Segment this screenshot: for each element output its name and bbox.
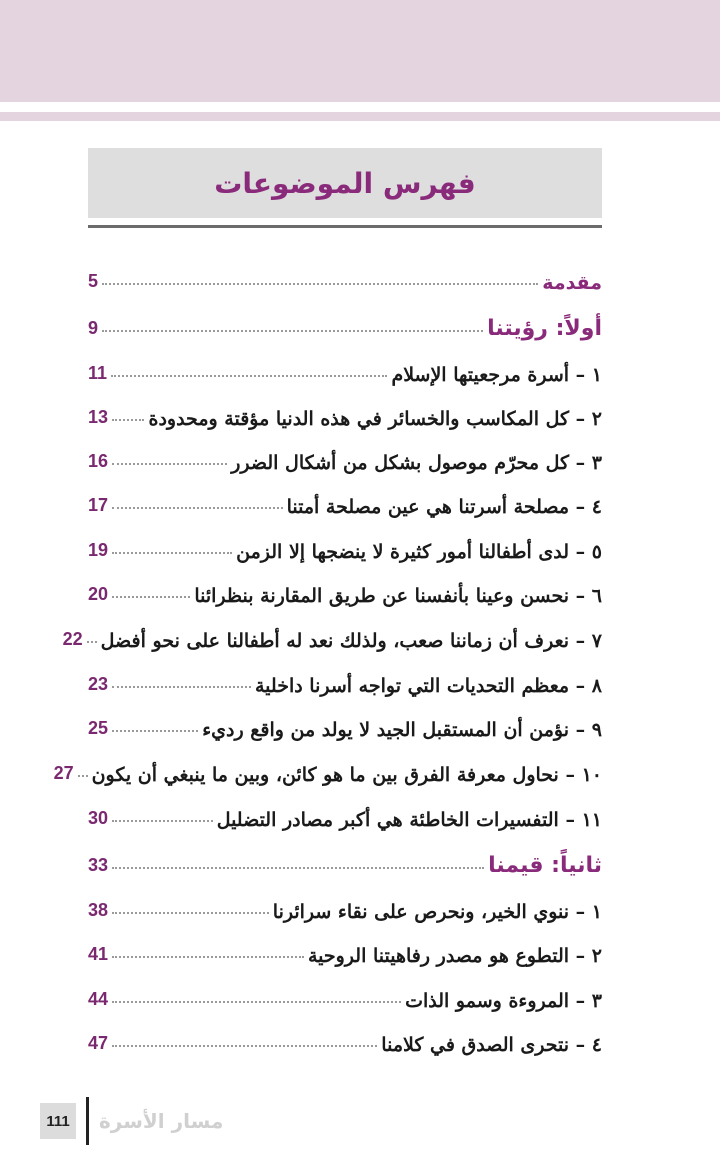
page-title-box	[88, 148, 602, 218]
toc-entry-introduction[interactable]	[88, 254, 602, 294]
toc-entry-text: ٣ – المروءة وسمو الذات	[405, 990, 602, 1012]
dot-leader	[112, 419, 144, 421]
toc-entry-text: ٩ – نؤمن أن المستقبل الجيد لا يولد من واقع رديء	[202, 719, 602, 741]
top-decorative-strip	[0, 112, 720, 121]
dot-leader	[112, 730, 198, 732]
toc-entry-text: ٢ – كل المكاسب والخسائر في هذه الدنيا مؤقتة ومحدودة	[148, 408, 602, 430]
toc-page-number: 5	[88, 271, 99, 291]
toc-page-number: 41	[88, 944, 109, 964]
toc-entry[interactable]	[88, 927, 602, 967]
toc-page-number: 13	[88, 407, 109, 427]
dot-leader	[112, 463, 227, 465]
toc-entry[interactable]	[88, 567, 602, 607]
footer-book-title: مسار الأسرة	[99, 1109, 224, 1133]
page-title: فهرس الموضوعات	[214, 166, 476, 200]
toc-page-number: 20	[88, 584, 109, 604]
toc-entry[interactable]	[88, 434, 602, 474]
toc-entry[interactable]	[62, 612, 602, 652]
dot-leader	[112, 1045, 377, 1047]
toc-entry[interactable]	[53, 746, 602, 786]
toc-entry-text: ثانياً: قيمنا	[488, 853, 602, 878]
footer-divider	[86, 1097, 89, 1145]
dot-leader	[112, 686, 251, 688]
toc-entry-text: ١٠ – نحاول معرفة الفرق بين ما هو كائن، وبين ما ينبغي أن يكون	[91, 764, 602, 786]
toc-page-number: 38	[88, 900, 109, 920]
dot-leader	[112, 552, 232, 554]
toc-page-number: 16	[88, 451, 109, 471]
toc-entry[interactable]	[88, 1016, 602, 1056]
footer-page-number: 111	[40, 1103, 76, 1139]
dot-leader	[102, 330, 483, 332]
toc-page-number: 17	[88, 495, 109, 515]
toc-entry[interactable]	[88, 390, 602, 430]
dot-leader	[78, 775, 88, 777]
toc-entry[interactable]	[88, 791, 602, 831]
toc-page-number: 27	[53, 763, 74, 783]
dot-leader	[112, 956, 304, 958]
toc-entry[interactable]	[88, 346, 602, 386]
dot-leader	[112, 507, 283, 509]
toc-page-number: 23	[88, 674, 109, 694]
toc-page-number: 22	[62, 629, 83, 649]
toc-page-number: 47	[88, 1033, 109, 1053]
toc-entry-text: ٢ – التطوع هو مصدر رفاهيتنا الروحية	[307, 945, 602, 967]
toc-entry-text: ٦ – نحسن وعينا بأنفسنا عن طريق المقارنة بنظرائنا	[194, 585, 602, 607]
top-decorative-band	[0, 0, 720, 102]
toc-entry[interactable]	[88, 701, 602, 741]
toc-section-values[interactable]	[88, 838, 602, 878]
toc-page-number: 25	[88, 718, 109, 738]
dot-leader	[112, 1001, 401, 1003]
toc-entry-text: ٤ – مصلحة أسرتنا هي عين مصلحة أمتنا	[286, 496, 602, 518]
page-footer	[40, 1098, 223, 1144]
toc-page-number: 33	[88, 855, 109, 875]
toc-entry-text: ١ – ننوي الخير، ونحرص على نقاء سرائرنا	[272, 901, 602, 923]
toc-entry-text: ٥ – لدى أطفالنا أمور كثيرة لا ينضجها إلا الزمن	[236, 541, 602, 563]
toc-entry-text: ١ – أسرة مرجعيتها الإسلام	[391, 364, 602, 386]
dot-leader	[102, 283, 538, 285]
toc-page-number: 44	[88, 989, 109, 1009]
toc-page-number: 11	[88, 363, 108, 383]
toc-entry[interactable]	[88, 523, 602, 563]
toc-page-number: 9	[88, 318, 99, 338]
toc-entry-text: مقدمة	[542, 272, 602, 294]
toc-page-number: 30	[88, 808, 109, 828]
dot-leader	[111, 375, 387, 377]
toc-entry-text: أولاً: رؤيتنا	[487, 316, 602, 341]
dot-leader	[112, 867, 484, 869]
toc-section-vision[interactable]	[88, 301, 602, 341]
toc-entry[interactable]	[88, 972, 602, 1012]
toc-entry[interactable]	[88, 883, 602, 923]
toc-entry-text: ٤ – نتحرى الصدق في كلامنا	[381, 1034, 602, 1056]
toc-entry-text: ١١ – التفسيرات الخاطئة هي أكبر مصادر التضليل	[216, 809, 602, 831]
toc-entry-text: ٨ – معظم التحديات التي تواجه أسرنا داخلية	[254, 675, 602, 697]
toc-entry-text: ٧ – نعرف أن زماننا صعب، ولذلك نعد له أطفالنا على نحو أفضل	[100, 630, 602, 652]
dot-leader	[112, 596, 190, 598]
toc-entry[interactable]	[88, 478, 602, 518]
toc-page-number: 19	[88, 540, 109, 560]
toc-entry[interactable]	[88, 657, 602, 697]
title-divider	[88, 225, 602, 228]
dot-leader	[87, 641, 97, 643]
dot-leader	[112, 820, 213, 822]
dot-leader	[112, 912, 269, 914]
toc-entry-text: ٣ – كل محرّم موصول بشكل من أشكال الضرر	[231, 452, 602, 474]
